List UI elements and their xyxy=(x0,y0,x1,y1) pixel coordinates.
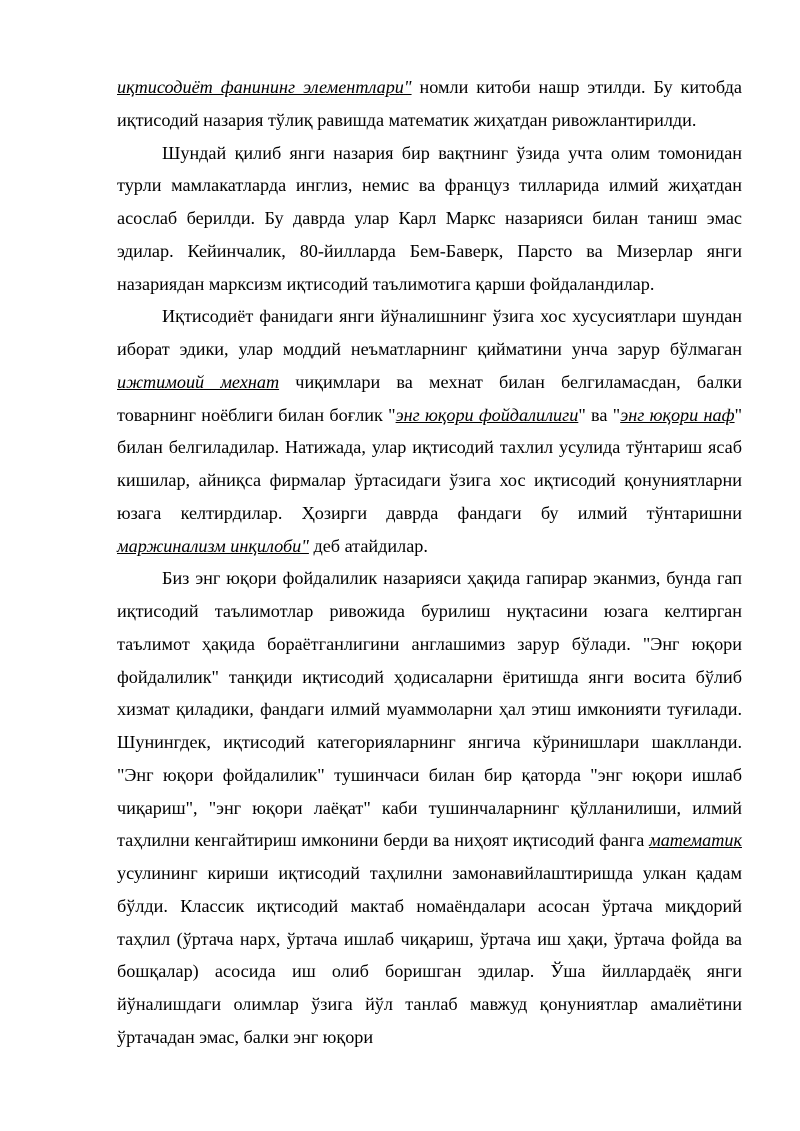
underlined-term: ижтимоий мехнат xyxy=(117,371,280,392)
paragraph-text: " билан белгиладилар. Натижада, улар иқтисодий тахлил усулида тўнтариш ясаб кишилар, айниқса фирмалар ўртасидаги ўзига хос иқтисодий қонуниятларни юзага келтирдилар. Ҳозирги даврда фандаги бу илмий тўнтаришни xyxy=(117,404,742,523)
underlined-term: энг юқори фойдалилиги xyxy=(395,404,579,425)
underlined-term: энг юқори наф xyxy=(620,404,735,425)
underlined-term: иқтисодиёт фанининг элементлари" xyxy=(117,77,412,97)
paragraph-text: Биз энг юқори фойдалилик назарияси ҳақида гапирар эканмиз, бунда гап иқтисодий таълимотлар ривожида бурилиш нуқтасини юзага келтирган таълимот ҳақида бораётганлигини англашимиз зарур бўлади. "Энг юқори фойдалилик" танқиди иқтисодий ҳодисаларни ёритишда янги восита бўлиб хизмат қиладики, фандаги илмий муаммоларни ҳал этиш имконияти туғилади. Шунингдек, иқтисодий категорияларнинг янгича кўринишлари шаклланди. "Энг юқори фойдалилик" тушинчаси билан бир қаторда "энг юқори ишлаб чиқариш", "энг юқори лаёқат" каби тушинчаларнинг қўлланилиши, илмий таҳлилни кенгайтириш имконини берди ва ниҳоят иқтисодий фанга xyxy=(117,568,742,851)
paragraph-4 xyxy=(117,562,742,1053)
paragraph-text: усулининг кириши иқтисодий таҳлилни замонавийлаштиришда улкан қадам бўлди. Классик иқтисодий мактаб номаёндалари асосан ўртача миқдорий таҳлил (ўртача нарх, ўртача ишлаб чиқариш, ўртача иш ҳақи, ўртача фойда ва бошқалар) асосида иш олиб боришган эдилар. Ўша йиллардаёқ янги йўналишдаги олимлар ўзига йўл танлаб мавжуд қонуниятлар амалиётини ўртачадан эмас, балки энг юқори xyxy=(117,863,742,1047)
underlined-term: математик xyxy=(649,830,742,851)
paragraph-text: номли китоби нашр этилди. Бу китобда иқтисодий назария тўлиқ равишда математик жиҳатдан ривожлантирилди. xyxy=(117,77,742,130)
paragraph-1 xyxy=(117,71,742,137)
paragraph-text: Шундай қилиб янги назария бир вақтнинг ўзида учта олим томонидан турли мамлакатларда инглиз, немис ва француз тилларида илмий жиҳатдан асослаб берилди. Бу даврда улар Карл Маркс назарияси билан таниш эмас эдилар. Кейинчалик, 80-йилларда Бем-Баверк, Парсто ва Мизерлар янги назариядан марксизм иқтисодий таълимотига қарши фойдаландилар. xyxy=(117,142,742,294)
paragraph-2 xyxy=(117,137,742,301)
paragraph-3 xyxy=(117,300,742,562)
underlined-term: маржинализм инқилоби" xyxy=(117,535,309,556)
paragraph-text: деб атайдилар. xyxy=(308,535,428,556)
paragraph-text: Иқтисодиёт фанидаги янги йўналишнинг ўзига хос хусусиятлари шундан иборат эдики, улар моддий неъматларнинг қийматини унча зарур бўлмаган xyxy=(117,306,742,359)
paragraph-text: " ва " xyxy=(578,404,621,425)
paragraph-text: чиқимлари ва мехнат билан белгиламасдан, балки товарнинг ноёблиги билан боғлик " xyxy=(117,371,742,425)
